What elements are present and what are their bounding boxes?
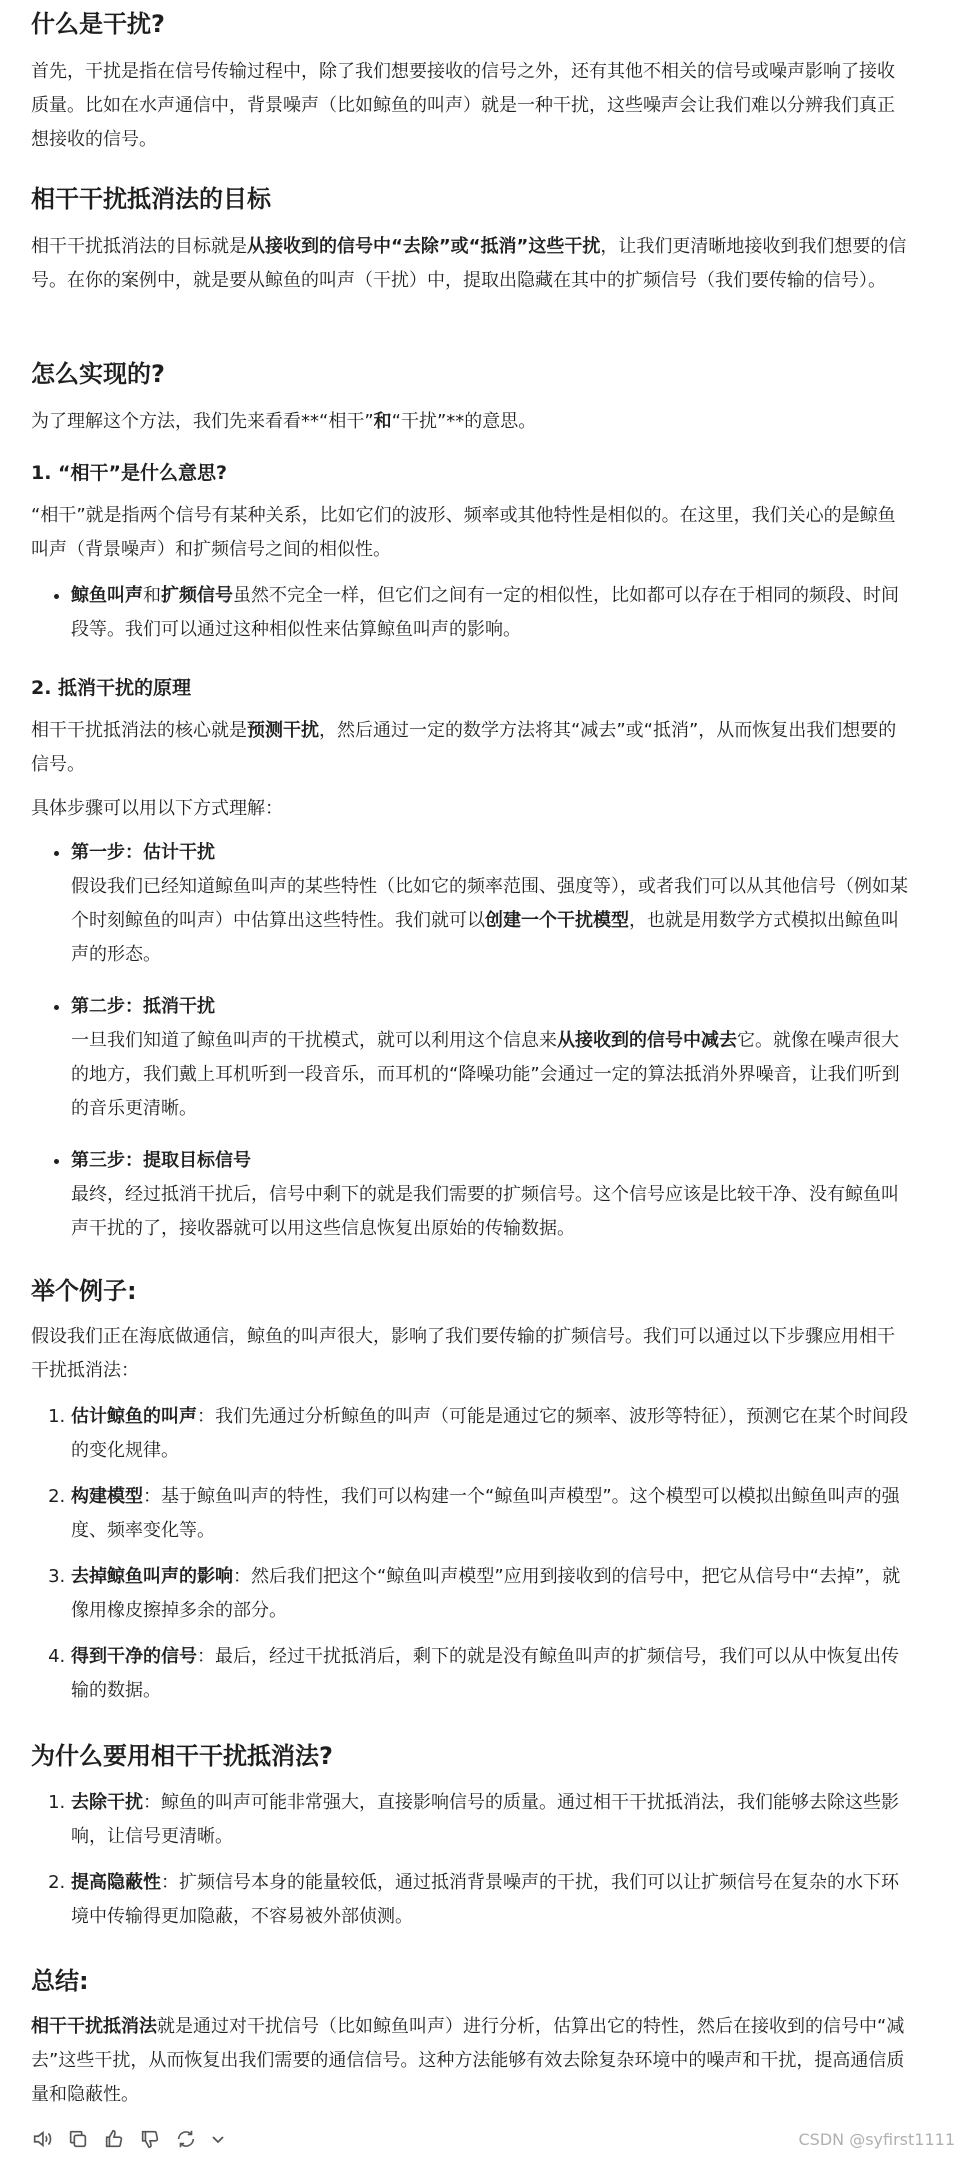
list-item: • 第一步：估计干扰 假设我们已经知道鲸鱼叫声的某些特性（比如它的频率范围、强度等），或者我们可以从其他信号（例如某个时刻鲸鱼的叫声）中估算出这些特性。我们就可以创建一个干扰模型，也就是用数学方式模拟出鲸鱼叫声的形态。 [71, 836, 911, 972]
bullet-list [31, 579, 911, 647]
copy-icon[interactable] [67, 2128, 89, 2150]
paragraph: 具体步骤可以用以下方式理解： [31, 798, 283, 819]
numbered-list [31, 1560, 911, 1628]
steps-list [31, 836, 911, 972]
list-item: • 第三步：提取目标信号 最终，经过抵消干扰后，信号中剩下的就是我们需要的扩频信号。这个信号应该是比较干净、没有鲸鱼叫声干扰的了，接收器就可以用这些信息恢复出原始的传输数据。 [71, 1144, 911, 1246]
paragraph: 假设我们正在海底做通信，鲸鱼的叫声很大，影响了我们要传输的扩频信号。我们可以通过以下步骤应用相干干扰抵消法： [31, 1326, 895, 1381]
paragraph: “相干”就是指两个信号有某种关系，比如它们的波形、频率或其他特性是相似的。在这里，我们关心的是鲸鱼叫声（背景噪声）和扩频信号之间的相似性。 [31, 505, 896, 560]
subsection-title-coherent: 1. “相干”是什么意思? [31, 462, 228, 484]
numbered-list [31, 1786, 911, 1854]
section-title-why: 为什么要用相干干扰抵消法? [31, 1742, 333, 1770]
section-title-example: 举个例子: [31, 1277, 137, 1305]
thumbs-down-icon[interactable] [139, 2128, 161, 2150]
thumbs-up-icon[interactable] [103, 2128, 125, 2150]
paragraph: 相干干扰抵消法的目标就是从接收到的信号中“去除”或“抵消”这些干扰，让我们更清晰地接收到我们想要的信号。在你的案例中，就是要从鲸鱼的叫声（干扰）中，提取出隐藏在其中的扩频信号（我们要传输的信号）。 [31, 236, 907, 291]
section-title-summary: 总结: [31, 1967, 89, 1995]
list-item: 1. 估计鲸鱼的叫声：我们先通过分析鲸鱼的叫声（可能是通过它的频率、波形等特征），预测它在某个时间段的变化规律。 [71, 1400, 911, 1468]
paragraph: 相干干扰抵消法就是通过对干扰信号（比如鲸鱼叫声）进行分析，估算出它的特性，然后在接收到的信号中“减去”这些干扰，从而恢复出我们需要的通信信号。这种方法能够有效去除复杂环境中的噪声和干扰，提高通信质量和隐蔽性。 [31, 2016, 905, 2105]
paragraph: 相干干扰抵消法的核心就是预测干扰，然后通过一定的数学方法将其“减去”或“抵消”，从而恢复出我们想要的信号。 [31, 720, 897, 775]
numbered-list [31, 1400, 911, 1468]
numbered-list [31, 1866, 911, 1934]
section-title-goal: 相干干扰抵消法的目标 [31, 185, 271, 213]
list-item: 3. 去掉鲸鱼叫声的影响：然后我们把这个“鲸鱼叫声模型”应用到接收到的信号中，把它从信号中“去掉”，就像用橡皮擦掉多余的部分。 [71, 1560, 911, 1628]
list-item: 2. 构建模型：基于鲸鱼叫声的特性，我们可以构建一个“鲸鱼叫声模型”。这个模型可以模拟出鲸鱼叫声的强度、频率变化等。 [71, 1480, 911, 1548]
paragraph: 首先，干扰是指在信号传输过程中，除了我们想要接收的信号之外，还有其他不相关的信号或噪声影响了接收质量。比如在水声通信中，背景噪声（比如鲸鱼的叫声）就是一种干扰，这些噪声会让我们难以分辨我们真正想接收的信号。 [31, 61, 895, 150]
subsection-title-principle: 2. 抵消干扰的原理 [31, 677, 192, 699]
speaker-icon[interactable] [31, 2128, 53, 2150]
list-item: 2. 提高隐蔽性：扩频信号本身的能量较低，通过抵消背景噪声的干扰，我们可以让扩频信号在复杂的水下环境中传输得更加隐蔽，不容易被外部侦测。 [71, 1866, 911, 1934]
paragraph: 为了理解这个方法，我们先来看看**“相干”和“干扰”**的意思。 [31, 411, 537, 432]
numbered-list [31, 1480, 911, 1548]
list-item: 4. 得到干净的信号：最后，经过干扰抵消后，剩下的就是没有鲸鱼叫声的扩频信号，我们可以从中恢复出传输的数据。 [71, 1640, 911, 1708]
response-actions [31, 2128, 225, 2150]
section-title-how: 怎么实现的? [31, 360, 165, 388]
steps-list [31, 990, 911, 1126]
list-item: 1. 去除干扰：鲸鱼的叫声可能非常强大，直接影响信号的质量。通过相干干扰抵消法，我们能够去除这些影响，让信号更清晰。 [71, 1786, 911, 1854]
section-title-interference: 什么是干扰? [31, 10, 165, 38]
regenerate-icon[interactable] [175, 2128, 197, 2150]
chevron-down-icon[interactable] [211, 2128, 225, 2150]
watermark: CSDN @syfirst1111 [798, 2130, 955, 2149]
steps-list [31, 1144, 911, 1246]
numbered-list [31, 1640, 911, 1708]
list-item: • 第二步：抵消干扰 一旦我们知道了鲸鱼叫声的干扰模式，就可以利用这个信息来从接收到的信号中减去它。就像在噪声很大的地方，我们戴上耳机听到一段音乐，而耳机的“降噪功能”会通过一定的算法抵消外界噪音，让我们听到的音乐更清晰。 [71, 990, 911, 1126]
list-item: • 鲸鱼叫声和扩频信号虽然不完全一样，但它们之间有一定的相似性，比如都可以存在于相同的频段、时间段等。我们可以通过这种相似性来估算鲸鱼叫声的影响。 [71, 579, 911, 647]
